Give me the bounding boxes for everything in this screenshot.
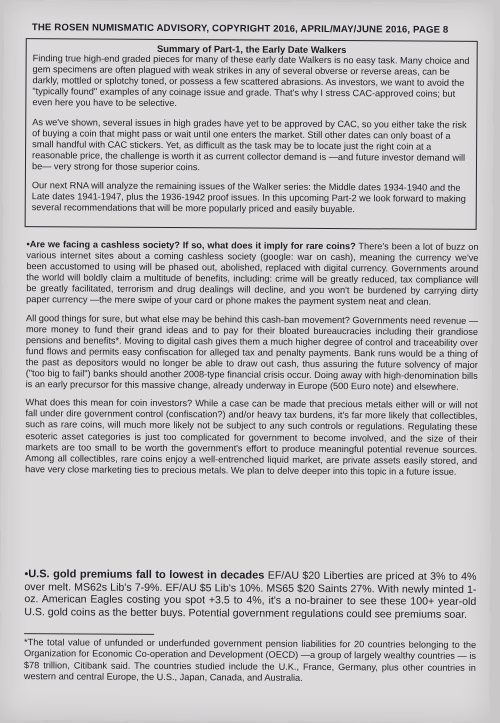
cashless-paragraph-1 (26, 239, 478, 308)
gold-question: U.S. gold premiums fall to lowest in decades (28, 568, 265, 582)
footnote-divider (24, 633, 154, 635)
gold-premiums-section (24, 568, 476, 621)
cashless-section (25, 239, 478, 485)
bullet-icon: • (24, 568, 29, 581)
summary-paragraph-1: Finding true high-end graded pieces for many of these early date Walkers is no easy task. Many choice and gem specimens are often plagued with weak strikes in any of several obverse or reverse areas, can be darkly, mottled or splotchy toned, or possess a few scattered abrasions. As investors, we want to avoid the "typically found" examples of any coinage issue and grade. That's why I stress CAC-approved coins; but even here you have to be selective. (32, 53, 470, 109)
cashless-paragraph-2: All good things for sure, but what else may be behind this cash-ban movement? Governments need revenue —more money to fund their grand ideas and to pay for their bloated bureaucracies including their grandiose pensions and benefits*. Moving to digital cash gives them a much higher degree of control and traceability over fund flows and permits easy confiscation for alleged tax and penalty payments. Bank runs would be a thing of the past as depositors would no longer be able to draw out cash, thus assuring the future solvency of major ("too big to fail") banks should another 2008-type financial crisis occur. Doing away with high-denomination bills is an early precursor for this massive change, already underway in Europe (500 Euro note) and elsewhere. (25, 312, 479, 392)
page-header: THE ROSEN NUMISMATIC ADVISORY, COPYRIGHT 2016, APRIL/MAY/JUNE 2016, PAGE 8 (31, 22, 449, 36)
summary-paragraph-3: Our next RNA will analyze the remaining issues of the Walker series: the Middle dates 1934-1940 and the Late dates 1941-1947, plus the 1936-1942 proof issues. In this upcoming Part-2 we look forward to making several recommendations that will be more popularly priced and easily buyable. (31, 180, 466, 215)
bullet-icon: • (26, 239, 30, 250)
footnote: *The total value of unfunded or underfunded government pension liabilities for 20 countries belonging to the Organization for Economic Co-operation and Development (OECD) —a group of largely wealthy countries — is $78 trillion, Citibank said. The countries studied include the U.K., France, Germany, plus other countries in western and central Europe, the U.S., Japan, Canada, and Australia. (23, 637, 477, 683)
gold-text: EF/AU $20 Liberties are priced at 3% to 4% over melt. MS62s Lib's 7-9%. EF/AU $5 Lib's 10%. MS65 $20 Saints 27%. With newly minted 1-oz. American Eagles costing you spot +3.5 to 4%, it's a no-brainer to see these 100+ year-old U.S. gold coins as the better buys. Potential government regulations could see premiums soar. (24, 569, 477, 621)
summary-paragraph-2: As we've shown, several issues in high grades have yet to be approved by CAC, so you either take the risk of buying a coin that might pass or wait until one enters the market. Still other dates can only boast of a small handful with CAC stickers. Yet, as difficult as the task may be to locate just the right coin at a reasonable price, the challenge is worth it as current collector demand is —and future investor demand will be— very strong for those superior coins. (31, 116, 467, 173)
cashless-paragraph-1-text: There's been a lot of buzz on various internet sites about a coming cashless society (google: war on cash), meaning the currency we've been accustomed to using will be phased out, abolished, replaced with digital currency. Governments around the world will boldly claim a multitude of benefits, including: crime will be greatly reduced, tax compliance will be greatly facilitated, terrorism and drug dealings will decline, and you won't be burdened by carrying dirty paper currency —the mere swipe of your card or phone makes the payment system neat and clean. (26, 241, 479, 308)
summary-title: Summary of Part-1, the Early Date Walkers (157, 42, 347, 56)
cashless-paragraph-3: What does this mean for coin investors? While a case can be made that precious metals either will or will not fall under dire government control (confiscation?) and/or heavy tax burdens, it's far more likely that collectibles, such as rare coins, will much more likely not be subject to any such controls or regulations. Regulating these esoteric asset categories is just too complicated for government to become involved, and the size of their markets are too small to be worth the government's effort to produce meaningful potential revenue sources. Among all collectibles, rare coins enjoy a well-entrenched liquid market, are private assets easily stored, and have very close marketing ties to precious metals. We plan to delve deeper into this topic in a future issue. (25, 397, 478, 477)
summary-box (25, 38, 478, 230)
cashless-question: Are we facing a cashless society? If so, what does it imply for rare coins? (29, 239, 356, 252)
